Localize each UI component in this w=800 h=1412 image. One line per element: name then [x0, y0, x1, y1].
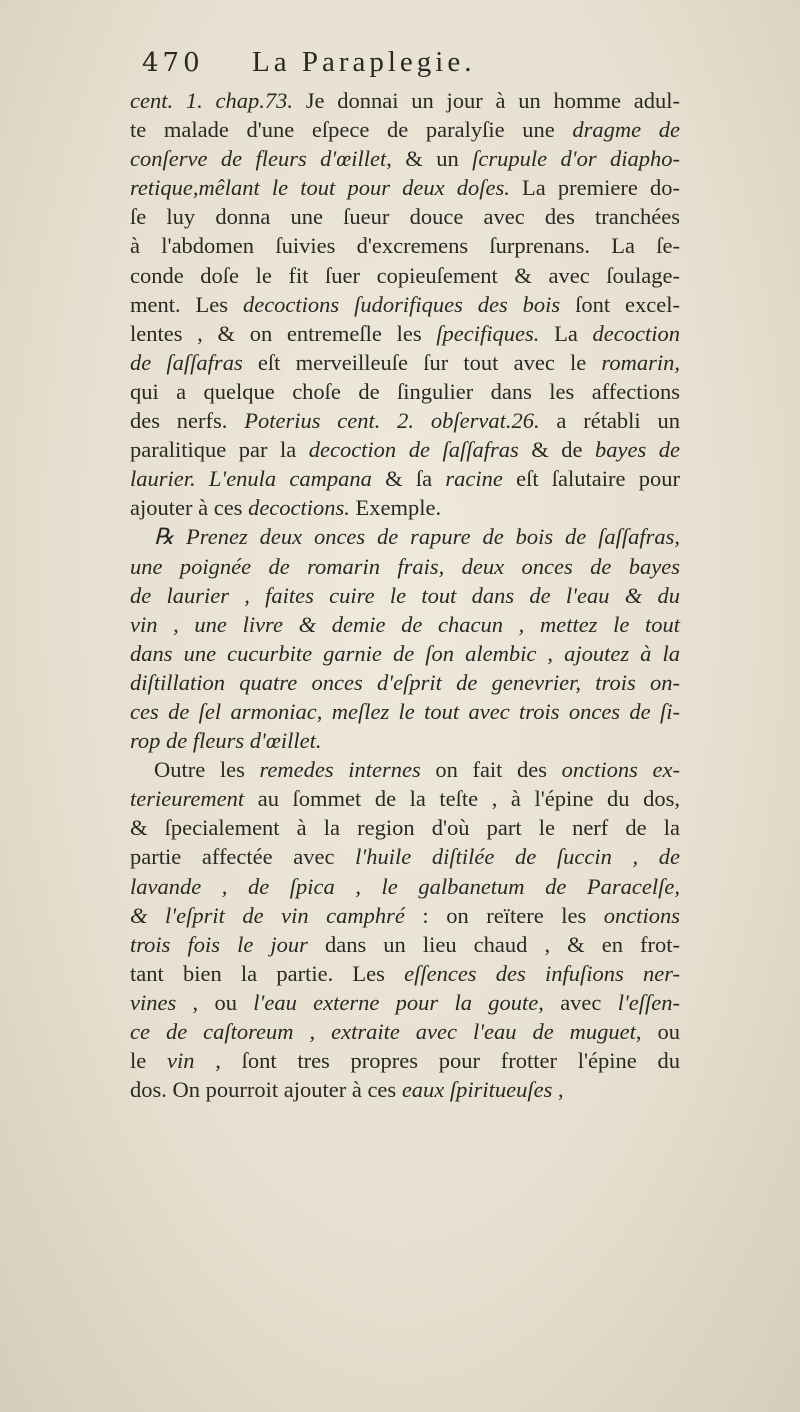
body-text: [130, 86, 680, 1104]
text-line: [130, 290, 680, 319]
roman-text: a rétabli un: [539, 408, 680, 434]
roman-text: au ſommet de la teſte , à l'épine du dos,: [244, 786, 680, 812]
text-line: [130, 901, 680, 930]
italic-text: dans une cucurbite garnie de ſon alembic , ajoutez à la: [130, 640, 680, 666]
text-line: [130, 319, 680, 348]
text-line: [130, 377, 680, 406]
roman-text: , ou: [635, 1019, 680, 1044]
italic-text: vines: [130, 989, 177, 1015]
italic-text: bayes de: [595, 437, 680, 463]
roman-text: ,: [552, 1077, 564, 1103]
italic-text: de ſaſſafras: [130, 349, 243, 375]
roman-text: dans un lieu chaud , & en frot-: [307, 931, 681, 957]
roman-text: des nerfs.: [130, 408, 245, 434]
italic-text: ſcrupule d'or diapho-: [472, 146, 680, 172]
text-line: [130, 348, 680, 377]
italic-text: onctions: [603, 902, 680, 928]
italic-text: eſſences des infuſions ner-: [404, 960, 680, 986]
text-line: [130, 1017, 680, 1046]
text-line: [130, 552, 680, 581]
text-line: [130, 1075, 680, 1104]
italic-text: decoction: [592, 320, 680, 346]
roman-text: ſont excel-: [560, 291, 680, 317]
roman-text: La: [539, 320, 593, 346]
italic-text: racine: [445, 466, 503, 492]
italic-text: rop de fleurs d'œillet.: [130, 728, 322, 754]
italic-text: ℞ Prenez deux onces de rapure de bois de ſaſſafras,: [154, 524, 680, 550]
text-line: [130, 261, 680, 290]
text-line: [130, 144, 680, 173]
roman-text: , avec: [538, 989, 618, 1015]
roman-text: lentes , & on entremeſle les: [130, 320, 437, 346]
text-line: [130, 86, 680, 115]
page-number: 470: [142, 48, 204, 78]
italic-text: ce de caſtoreum , extraite avec l'eau de muguet: [130, 1019, 636, 1044]
roman-text: , ou: [176, 989, 254, 1015]
text-line: [130, 988, 680, 1017]
text-line: [130, 115, 680, 144]
roman-text: qui a quelque choſe de ſingulier dans les affections: [130, 378, 680, 404]
italic-text: de laurier , faites cuire le tout dans de l'eau & du: [130, 582, 680, 608]
roman-text: paralitique par la: [130, 437, 309, 463]
roman-text: & de: [518, 437, 595, 463]
italic-text: decoction de ſaſſafras: [308, 437, 519, 463]
text-line: [130, 930, 680, 959]
text-line: [130, 464, 680, 493]
text-line: [130, 435, 680, 464]
italic-text: ces de ſel armoniac, meſlez le tout avec trois onces de ſi-: [130, 698, 680, 724]
roman-text: dos. On pourroit ajouter à ces: [130, 1077, 402, 1103]
roman-text: à l'abdomen ſuivies d'excremens ſurprenans. La ſe-: [130, 233, 680, 259]
italic-text: eaux ſpiritueuſes: [401, 1077, 553, 1103]
italic-text: onctions ex-: [561, 757, 680, 783]
italic-text: & l'eſprit de vin camphré: [130, 902, 405, 928]
italic-text: vin: [166, 1048, 195, 1074]
text-line: [130, 406, 680, 435]
text-line: [130, 639, 680, 668]
italic-text: l'eſſen-: [617, 989, 681, 1015]
text-line: [130, 522, 680, 551]
italic-text: vin , une livre & demie de chacun , mettez le tout: [130, 611, 680, 637]
roman-text: , ſont tres propres pour frotter l'épine du: [194, 1048, 680, 1074]
italic-text: decoctions.: [248, 495, 350, 521]
text-line: [130, 668, 680, 697]
text-line: [130, 813, 680, 842]
roman-text: le: [130, 1048, 167, 1074]
italic-text: cent. 1. chap.73.: [130, 88, 293, 113]
text-line: [130, 202, 680, 231]
roman-text: Exemple.: [349, 495, 442, 521]
italic-text: terieurement: [130, 786, 245, 812]
italic-text: dragme de: [572, 117, 680, 143]
text-line: [130, 755, 680, 784]
italic-text: conſerve de fleurs d'œillet: [130, 146, 387, 172]
italic-text: ſpecifiques.: [436, 320, 540, 346]
italic-text: Poterius cent. 2. obſervat.26.: [244, 408, 540, 434]
roman-text: te malade d'une eſpece de paralyſie une: [130, 117, 573, 143]
roman-text: eſt merveilleuſe ſur tout avec le: [242, 349, 602, 375]
roman-text: & ſa: [371, 466, 446, 492]
roman-text: tant bien la partie. Les: [130, 960, 405, 986]
italic-text: lavande , de ſpica , le galbanetum de Paracelſe,: [130, 873, 680, 899]
roman-text: & ſpecialement à la region d'où part le nerf de la: [130, 815, 680, 841]
text-line: [130, 697, 680, 726]
text-line: [130, 493, 680, 522]
text-line: [130, 872, 680, 901]
roman-text: Je donnai un jour à un homme adul-: [292, 88, 680, 113]
text-line: [130, 1046, 680, 1075]
text-line: [130, 842, 680, 871]
italic-text: l'eau externe pour la goute: [253, 989, 539, 1015]
italic-text: diſtillation quatre onces d'eſprit de genevrier, trois on-: [130, 669, 680, 695]
text-line: [130, 173, 680, 202]
roman-text: on fait des: [420, 757, 562, 783]
roman-text: : on reïtere les: [404, 902, 604, 928]
roman-text: ajouter à ces: [130, 495, 249, 521]
italic-text: retique,mêlant le tout pour deux doſes.: [130, 175, 510, 201]
running-title: La Paraplegie.: [252, 46, 476, 78]
text-line: [130, 726, 680, 755]
text-line: [130, 581, 680, 610]
roman-text: partie affectée avec: [130, 844, 356, 870]
roman-text: , & un: [386, 146, 473, 172]
roman-text: La premiere do-: [509, 175, 681, 201]
italic-text: l'huile diſtilée de ſuccin , de: [355, 844, 680, 870]
italic-text: decoctions ſudorifiques des bois: [242, 291, 561, 317]
italic-text: romarin,: [601, 349, 680, 375]
roman-text: conde doſe le fit ſuer copieuſement & avec ſoulage-: [130, 262, 680, 288]
roman-text: ment. Les: [130, 291, 243, 317]
roman-text: eſt ſalutaire pour: [502, 466, 680, 492]
italic-text: trois fois le jour: [130, 931, 308, 957]
text-line: [130, 231, 680, 260]
roman-text: Outre les: [154, 757, 260, 783]
italic-text: remedes internes: [259, 757, 421, 783]
text-line: [130, 959, 680, 988]
italic-text: une poignée de romarin frais, deux onces de bayes: [130, 553, 680, 579]
roman-text: ſe luy donna une ſueur douce avec des tranchées: [130, 204, 680, 230]
text-line: [130, 784, 680, 813]
text-line: [130, 610, 680, 639]
italic-text: laurier. L'enula campana: [130, 466, 372, 492]
